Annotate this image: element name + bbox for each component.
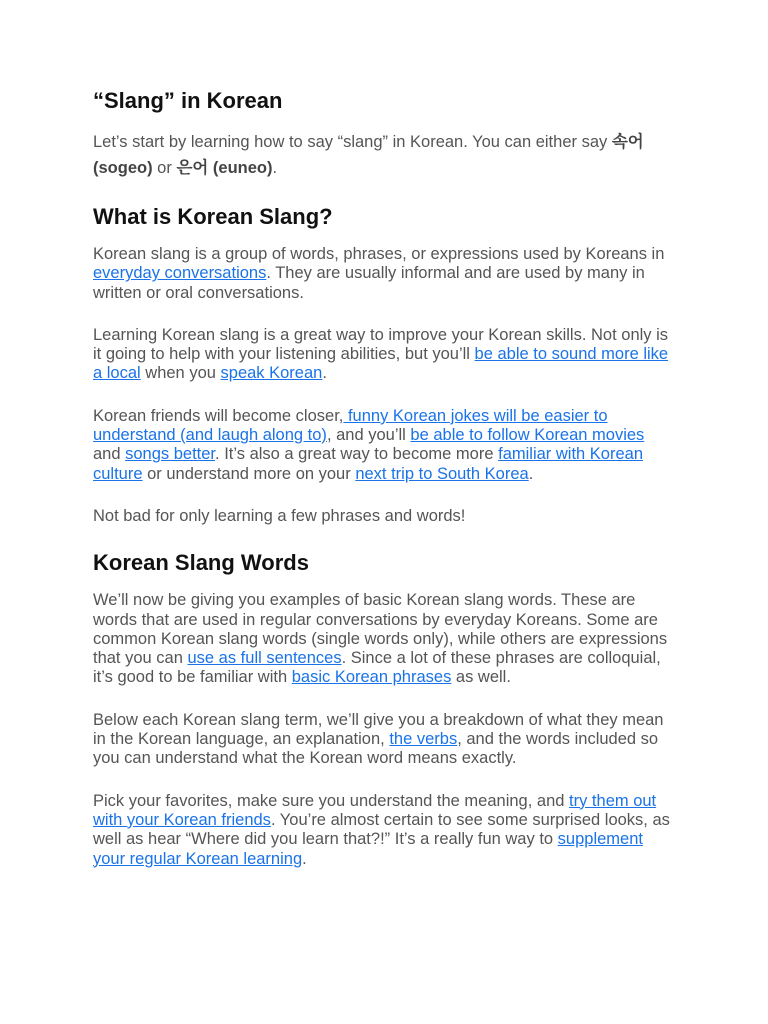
pick-text-2: . You’re almost certain to see some surprised looks, as well as hear “Where did you learn that?!” It’s a really fun way to: [93, 810, 670, 849]
friends-text-6: .: [528, 464, 534, 483]
romanization-sogeo: (sogeo): [93, 159, 153, 177]
korean-word-euneo: 은어: [176, 159, 209, 177]
romanization-euneo: (euneo): [212, 159, 273, 177]
intro-text-3: .: [272, 159, 278, 177]
link-use-as-full-sentences[interactable]: use as full sentences: [187, 649, 342, 668]
heading-korean-slang-words: Korean Slang Words: [93, 550, 309, 576]
korean-word-sogeo: 속어: [611, 133, 644, 151]
pick-text-1: Pick your favorites, make sure you understand the meaning, and: [93, 791, 570, 810]
pick-text-3: .: [302, 849, 307, 868]
heading-slang-in-korean: “Slang” in Korean: [93, 88, 283, 113]
link-try-them-out[interactable]: try them out with your Korean friends: [93, 791, 657, 829]
below-text-1: Below each Korean slang term, we’ll give you a breakdown of what they mean in the Korean language, an explanation,: [93, 710, 664, 749]
link-basic-korean-phrases[interactable]: basic Korean phrases: [291, 668, 452, 687]
breakdown-paragraph: [93, 711, 676, 769]
not-bad-paragraph: Not bad for only learning a few phrases and words!: [93, 506, 466, 525]
link-supplement-korean-learning[interactable]: supplement your regular Korean learning: [93, 830, 643, 868]
learning-text-1: Learning Korean slang is a great way to improve your Korean skills. Not only is it going to help with your listening abilities, but you’ll: [93, 325, 669, 364]
link-familiar-with-korean-culture[interactable]: familiar with Korean culture: [93, 445, 643, 483]
examples-paragraph: [93, 591, 676, 687]
intro-text-2: or: [152, 159, 177, 177]
link-the-verbs[interactable]: the verbs: [389, 730, 458, 749]
examples-text-2: . Since a lot of these phrases are colloquial, it’s good to be familiar with: [93, 649, 661, 687]
learning-paragraph: [93, 326, 676, 384]
heading-what-is-korean-slang: What is Korean Slang?: [93, 204, 333, 229]
below-text-2: , and the words included so you can understand what the Korean word means exactly.: [93, 730, 659, 768]
learning-text-2: when you: [140, 364, 221, 383]
friends-text-2: , and you’ll: [326, 426, 411, 445]
link-everyday-conversations[interactable]: everyday conversations: [93, 264, 267, 283]
intro-text-1: Let’s start by learning how to say “slang” in Korean. You can either say: [93, 133, 612, 151]
examples-text-3: as well.: [451, 668, 511, 687]
link-next-trip-to-south-korea[interactable]: next trip to South Korea: [355, 464, 529, 483]
definition-text-1: Korean slang is a group of words, phrases, or expressions used by Koreans in: [93, 245, 665, 263]
friends-text-3: and: [93, 445, 126, 464]
link-sound-like-a-local[interactable]: be able to sound more like a local: [93, 345, 669, 383]
pick-favorites-paragraph: [93, 792, 676, 869]
examples-text-1: We’ll now be giving you examples of basic Korean slang words. These are words that are used in regular conversations by everyday Koreans. Some are common Korean slang words (single words only), while others are expressions that you can: [93, 591, 668, 668]
link-songs-better[interactable]: songs better: [125, 445, 216, 464]
definition-text-2: . They are usually informal and are used by many in written or oral conversations.: [93, 264, 645, 302]
link-follow-korean-movies[interactable]: be able to follow Korean movies: [410, 426, 645, 445]
intro-paragraph: [93, 129, 676, 181]
friends-text-4: . It’s also a great way to become more: [215, 445, 499, 464]
friends-text-1: Korean friends will become closer,: [93, 406, 344, 425]
learning-text-3: .: [322, 364, 327, 383]
link-speak-korean[interactable]: speak Korean: [220, 364, 323, 383]
definition-paragraph: [93, 245, 676, 303]
friends-paragraph: [93, 407, 676, 484]
friends-text-5: or understand more on your: [142, 464, 356, 483]
link-funny-korean-jokes[interactable]: funny Korean jokes will be easier to understand (and laugh along to): [93, 406, 608, 445]
